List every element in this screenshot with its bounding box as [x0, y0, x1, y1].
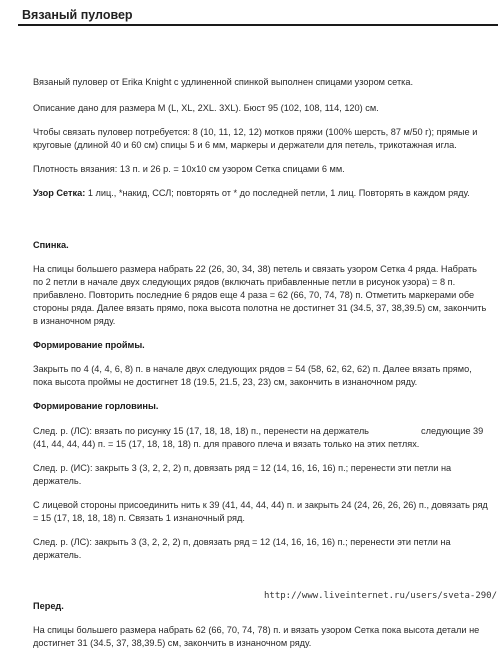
front-paragraph: На спицы большего размера набрать 62 (66, 70, 74, 78) п. и вязать узором Сетка пока высота детали не достигнет 31 (34.5, 37, 38,39.5) см, закончить в изнаночном ряду.	[33, 625, 480, 649]
header-divider	[18, 24, 498, 26]
page-title: Вязаный пуловер	[22, 8, 133, 22]
neckline-row-1	[33, 425, 488, 451]
materials-paragraph: Чтобы связать пуловер потребуется: 8 (10, 11, 12, 12) мотков пряжи (100% шерсть, 87 м/50 г); прямые и круговые (длиной 40 и 60 см) спицы 5 и 6 мм, маркеры и держатели для петель, трикотажная игла.	[33, 127, 478, 151]
neckline-row-2: След. р. (ИС): закрыть 3 (3, 2, 2, 2) п, довязать ряд = 12 (14, 16, 16, 16) п.; перенести эти петли на держатель.	[33, 462, 452, 486]
pattern-text: 1 лиц., *накид, ССЛ; повторять от * до последней петли, 1 лиц. Повторять в каждом ряду.	[85, 188, 470, 199]
neckline-row-4: След. р. (ЛС): закрыть 3 (3, 2, 2, 2) п, довязать ряд = 12 (14, 16, 16, 16) п.; перенести эти петли на держатель.	[33, 537, 451, 561]
back-heading: Спинка.	[33, 239, 69, 250]
pattern-label: Узор Сетка:	[33, 188, 86, 199]
size-paragraph: Описание дано для размера M (L, XL, 2XL. 3XL). Бюст 95 (102, 108, 114, 120) см.	[33, 103, 379, 114]
pattern-paragraph	[33, 187, 488, 200]
armhole-paragraph: Закрыть по 4 (4, 4, 6, 8) п. в начале двух следующих рядов = 54 (58, 62, 62, 62) п. Далее вязать прямо, пока высота проймы не достигнет 18 (19.5, 21.5, 23, 23) см, закончить в изнаночном ряду.	[33, 364, 472, 388]
intro-paragraph: Вязаный пуловер от Erika Knight с удлиненной спинкой выполнен спицами узором сетка.	[33, 77, 414, 87]
back-paragraph: На спицы большего размера набрать 22 (26, 30, 34, 38) петель и связать узором Сетка 4 ряда. Набрать по 2 петли в начале двух следующих рядов (включать прибавленные петли в рисунок узора) = 8 п. прибавлено. Повторить последние 6 рядов еще 4 раза = 62 (66, 70, 74, 78) п. Отметить маркерами обе стороны ряда. Далее вязать прямо, пока высота полотна не достигнет 31 (34.5, 37, 38,39.5) см, закончить в изнаночном ряду.	[33, 263, 487, 327]
neckline-row-1-a: След. р. (ЛС): вязать по рисунку 15 (17, 18, 18, 18) п., перенести на держатель	[33, 425, 369, 436]
page-header	[18, 6, 498, 26]
gauge-paragraph: Плотность вязания: 13 п. и 26 р. = 10х10 см узором Сетка спицами 6 мм.	[33, 164, 345, 175]
neckline-row-3: С лицевой стороны присоединить нить к 39 (41, 44, 44, 44) п. и закрыть 24 (24, 26, 26, 26) п., довязать ряд = 15 (17, 18, 18, 18) п. Связать 1 изнаночный ряд.	[33, 499, 488, 523]
article-body	[33, 76, 488, 651]
source-url: http://www.liveinternet.ru/users/sveta-290/	[264, 591, 497, 601]
front-heading: Перед.	[33, 601, 64, 612]
neckline-row-1-b: следующие 39 (41, 44, 44, 44) п. = 15 (17, 18, 18, 18) п. для правого плеча и вязать только на этих петлях.	[33, 425, 484, 449]
neckline-heading: Формирование горловины.	[33, 401, 159, 412]
armhole-heading: Формирование проймы.	[33, 340, 145, 351]
